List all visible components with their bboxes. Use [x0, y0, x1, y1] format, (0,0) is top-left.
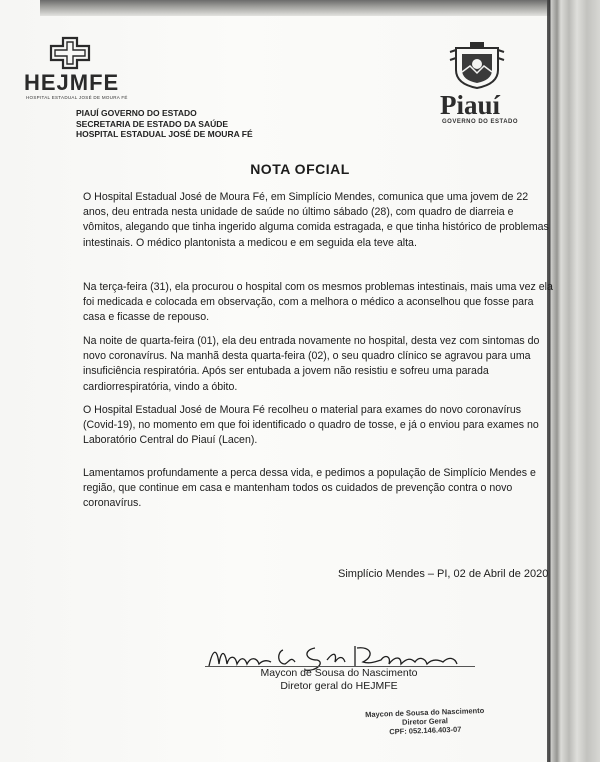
- paragraph: O Hospital Estadual José de Moura Fé, em Simplício Mendes, comunica que uma jovem de 22 anos, deu entrada nesta unidade de saúde no último sábado (28), com quadro de diarreia e vômitos, alegando que tinha ingerido alguma comida estragada, e que tinha histórico de problemas intestinais. O médico plantonista a medicou e em seguida ela teve alta.: [83, 191, 549, 249]
- state-logo: [440, 40, 520, 135]
- institution-line: PIAUÍ GOVERNO DO ESTADO: [76, 108, 197, 118]
- paragraph: Lamentamos profundamente a perca dessa vida, e pedimos a população de Simplício Mendes e região, que continue em casa e mantenham todos os cuidados de prevenção contra o novo coronavírus.: [83, 467, 536, 510]
- hospital-logo: [24, 36, 134, 106]
- dateline: Simplício Mendes – PI, 02 de Abril de 2020: [338, 568, 549, 580]
- institution-line: HOSPITAL ESTADUAL JOSÉ DE MOURA FÉ: [76, 129, 253, 139]
- institution-line: SECRETARIA DE ESTADO DA SAÚDE: [76, 118, 229, 129]
- signature-stamp: [360, 706, 491, 738]
- state-logo-text: Piauí: [440, 90, 501, 120]
- document-title: NOTA OFCIAL: [250, 161, 350, 177]
- stamp-line: Diretor Geral: [401, 716, 449, 727]
- signer-block: [229, 667, 449, 693]
- paragraph: Na terça-feira (31), ela procurou o hospital com os mesmos problemas intestinais, mais uma vez ela foi medicada e colocada em observação, com a melhora o médico a aconselhou que fosse para casa e ficasse de repouso.: [83, 281, 553, 324]
- paragraph: Na noite de quarta-feira (01), ela deu entrada novamente no hospital, desta vez com sintomas do novo coronavírus. Na manhã desta quarta-feira (02), o seu quadro clínico se agravou para uma insuficiência respiratória. Após ser entubada a jovem não resistiu e sofreu uma parada cardiorrespiratória, vindo a óbito.: [83, 335, 540, 393]
- institution-header: [76, 108, 253, 140]
- hospital-logo-subtext: HOSPITAL ESTADUAL JOSÉ DE MOURA FÉ: [26, 95, 128, 100]
- hospital-cross-icon: [49, 36, 91, 70]
- signer-name: Maycon de Sousa do Nascimento: [260, 667, 418, 679]
- hospital-logo-text: HEJMFE: [24, 70, 120, 95]
- state-emblem-icon: [446, 40, 508, 90]
- stamp-line: CPF: 052.146.403-07: [389, 724, 462, 737]
- state-logo-subtext: GOVERNO DO ESTADO: [442, 119, 519, 125]
- signer-role: Diretor geral do HEJMFE: [280, 680, 398, 692]
- paragraph: O Hospital Estadual José de Moura Fé recolheu o material para exames do novo coronavírus (Covid-19), no momento em que foi identificado o quadro de tosse, e já o enviou para exames no Laboratório Central do Piauí (Lacen).: [83, 404, 539, 447]
- scan-edge-right: [547, 0, 600, 762]
- stamp-line: Maycon de Sousa do Nascimento: [364, 705, 485, 720]
- scan-edge-top: [40, 0, 550, 16]
